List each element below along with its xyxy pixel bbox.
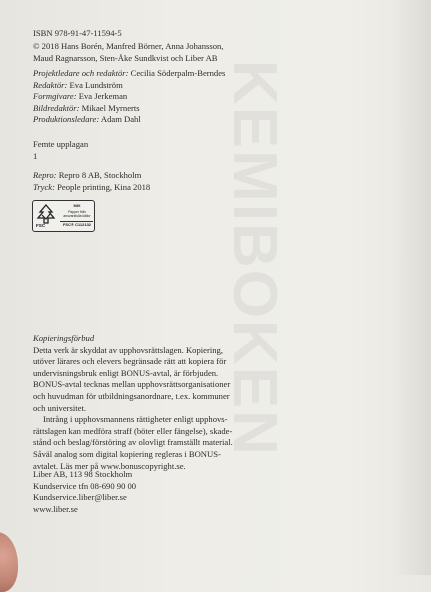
print-info [33,170,150,193]
thumb [0,532,18,592]
contact-website: www.liber.se [33,503,78,514]
print-role: Repro: [33,170,57,180]
fsc-mix: MIX [73,203,81,208]
isbn: ISBN 978-91-47-11594-5 [33,28,122,38]
credit-line [33,68,225,80]
credit-role: Bildredaktör: [33,102,80,113]
copy-prohibition-line: avtalet. Läs mer på www.bonuscopyright.se. [33,460,186,471]
copy-prohibition-line: undervisningsbruk enligt BONUS-avtal, är förbjuden. [33,367,219,378]
copy-prohibition-line: utöver lärares och elevers begränsade rätt att kopiera för [33,356,227,367]
credit-line [33,114,225,126]
print-name: People printing, Kina 2018 [57,181,151,192]
copyright-notice [33,41,263,64]
credit-role: Produktionsledare: [33,114,100,125]
credit-name: Eva Lundström [69,79,123,90]
edition-number: 1 [33,150,38,161]
contact-email: Kundservice.liber@liber.se [33,492,127,503]
credit-name: Cecilia Söderpalm-Berndes [130,68,226,78]
fsc-code: FSC® C112132 [62,222,92,227]
page-shadow [391,0,431,575]
contact-address: Liber AB, 113 98 Stockholm [33,469,133,479]
copy-prohibition [33,333,265,472]
contact-phone: Kundservice tfn 08-690 90 00 [33,480,137,491]
credits [33,68,225,126]
credit-name: Adam Dahl [100,114,141,125]
copy-prohibition-line: och universitet. [33,402,86,413]
copy-prohibition-line: och huvudman för utbildningsanordnare, t.ex. kommuner [33,390,230,401]
edition-label: Femte upplagan [33,139,89,149]
credit-line [33,80,225,92]
credit-line [33,103,225,115]
fsc-label [32,200,95,232]
copyright-line: © 2018 Hans Borén, Manfred Börner, Anna Johansson, [33,41,224,51]
copyright-line: Maud Ragnarsson, Sten-Åke Sundkvist och Liber AB [33,52,218,63]
copy-prohibition-line: Detta verk är skyddat av upphovsrättslagen. Kopiering, [33,344,223,355]
credit-name: Mikael Myrnerts [81,102,140,113]
credit-role: Redaktör: [33,79,68,90]
credit-role: Formgivare: [33,91,77,102]
fsc-brand: FSC [36,223,46,228]
print-line [33,170,150,182]
fsc-description: Papper från ansvarsfulla källor [63,210,91,219]
publisher-contact [33,469,136,515]
copy-prohibition-line: stånd och beslag/förstöring av olovligt framställt material. [33,437,233,448]
bleed-through-title: KEMIBOKEN [220,60,289,457]
copy-prohibition-line: Intrång i upphovsmannens rättigheter enligt upphovs- [43,414,228,425]
print-line [33,182,150,194]
credit-name: Eva Jerkeman [78,91,128,102]
copy-prohibition-heading: Kopieringsförbud [33,333,95,343]
credit-role: Projektledare och redaktör: [33,68,129,78]
copy-prohibition-line: rättslagen kan medföra straff (böter eller fängelse), skade- [33,425,233,436]
print-role: Tryck: [33,181,55,192]
credit-line [33,91,225,103]
print-name: Repro 8 AB, Stockholm [58,170,142,180]
copy-prohibition-line: BONUS-avtal tecknas mellan upphovsrättsorganisationer [33,379,231,390]
copy-prohibition-line: Såväl analog som digital kopiering regleras i BONUS- [33,448,221,459]
edition-info [33,139,88,162]
